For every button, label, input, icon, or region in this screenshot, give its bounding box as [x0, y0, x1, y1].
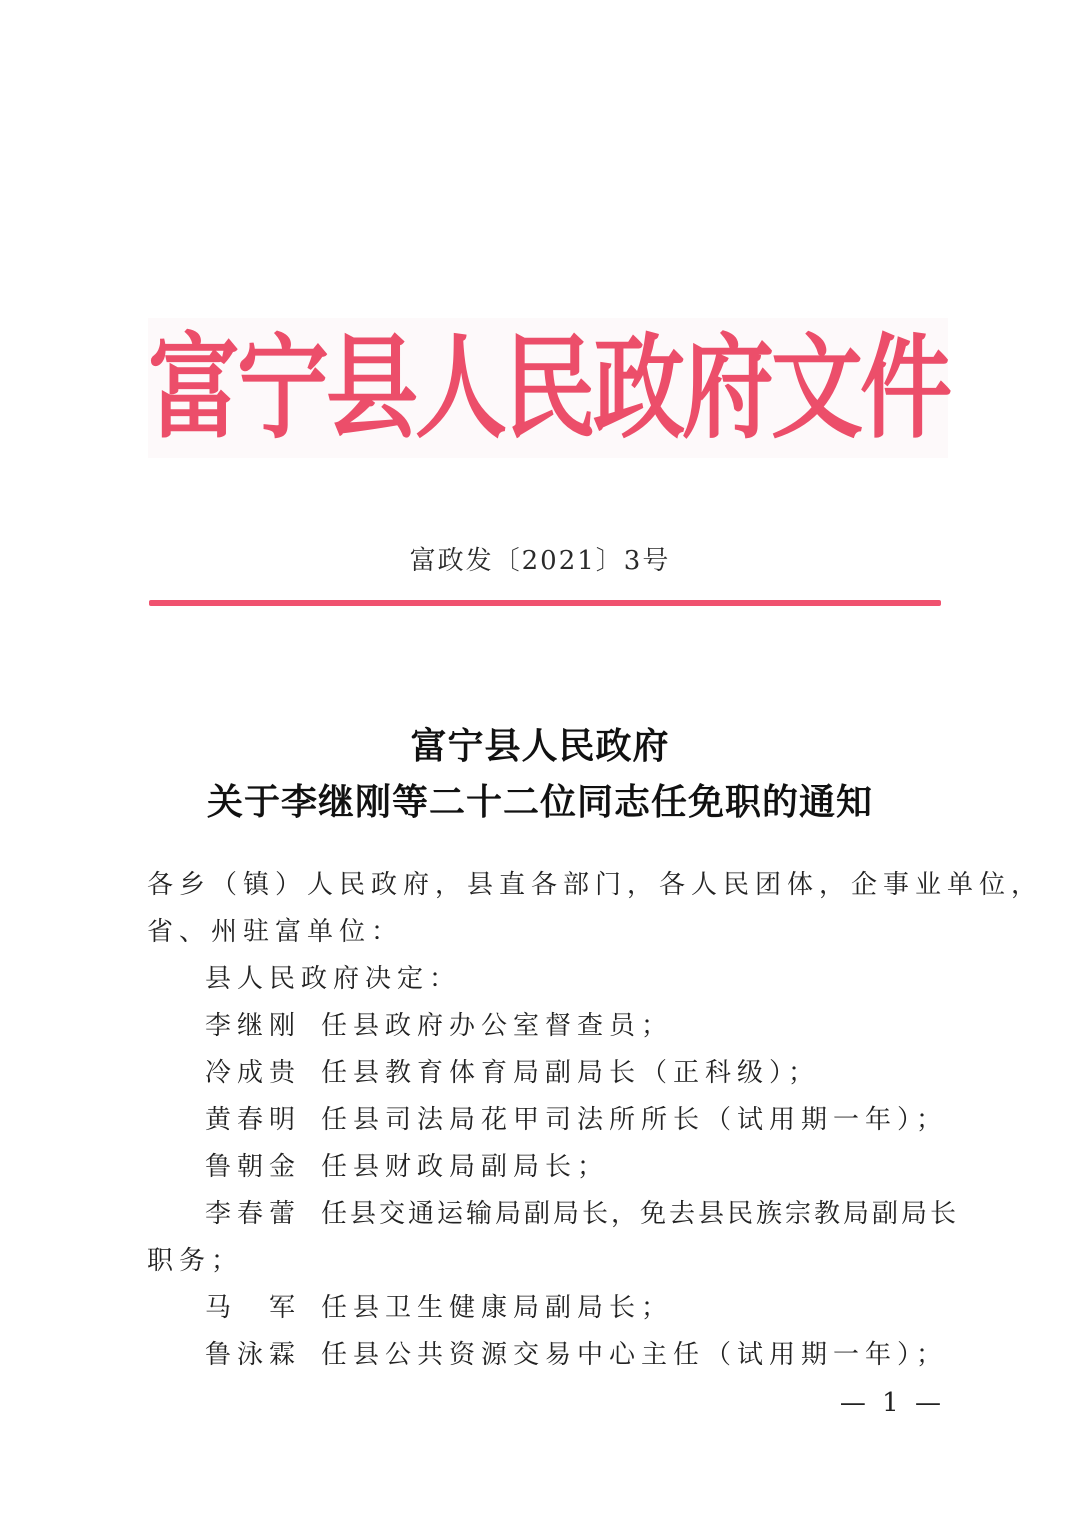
masthead-char: 政: [593, 322, 686, 454]
masthead-char: 宁: [237, 322, 330, 454]
appointment-duty: 任县司法局花甲司法所所长（试用期一年）；: [321, 1105, 949, 1135]
red-divider-line: [149, 600, 941, 606]
masthead-char: 民: [504, 322, 597, 454]
appointment-item: [205, 1334, 948, 1371]
masthead-char: 件: [860, 322, 953, 454]
appointment-duty: 任县教育体育局副局长（正科级）；: [321, 1058, 821, 1088]
appointment-item: [205, 1052, 820, 1089]
masthead-char: 文: [771, 322, 864, 454]
appointment-duty: 任县卫生健康局副局长；: [321, 1293, 674, 1323]
document-title-line-1: 富宁县人民政府: [410, 725, 670, 767]
appointment-item: [205, 1146, 609, 1183]
appointee-name: 李春蕾: [205, 1199, 302, 1229]
appointee-name: 马 军: [205, 1293, 302, 1323]
document-title-line-2: 关于李继刚等二十二位同志任免职的通知: [206, 781, 873, 823]
appointment-duty: 任县公共资源交易中心主任（试用期一年）；: [321, 1340, 949, 1370]
appointment-item: [205, 1287, 673, 1324]
document-number: 富政发〔2021〕3号: [409, 546, 671, 576]
appointment-duty: 任县财政局副局长；: [321, 1152, 610, 1182]
appointment-item: [205, 1005, 673, 1042]
salutation-line-1: 各乡（镇）人民政府，县直各部门，各人民团体，企事业单位，: [147, 870, 1044, 900]
masthead-char: 县: [326, 322, 419, 454]
page-number: — 1 —: [839, 1388, 945, 1418]
masthead-red-header: [148, 318, 953, 458]
appointee-name: 冷成贵: [205, 1058, 302, 1088]
appointment-continuation: 职务；: [147, 1246, 244, 1276]
appointee-name: 李继刚: [205, 1011, 302, 1041]
appointee-name: 鲁泳霖: [205, 1340, 302, 1370]
appointment-item: [205, 1099, 948, 1136]
masthead-char: 富: [148, 322, 241, 454]
masthead-char: 人: [415, 322, 508, 454]
appointment-duty: 任县政府办公室督查员；: [321, 1011, 674, 1041]
masthead-char: 府: [682, 322, 775, 454]
appointment-duty: 任县交通运输局副局长，免去县民族宗教局副局长: [321, 1199, 960, 1229]
appointee-name: 黄春明: [205, 1105, 302, 1135]
appointment-item: [205, 1193, 959, 1230]
decision-intro: 县人民政府决定：: [205, 964, 462, 994]
appointee-name: 鲁朝金: [205, 1152, 302, 1182]
salutation-line-2: 省、州驻富单位：: [147, 917, 404, 947]
